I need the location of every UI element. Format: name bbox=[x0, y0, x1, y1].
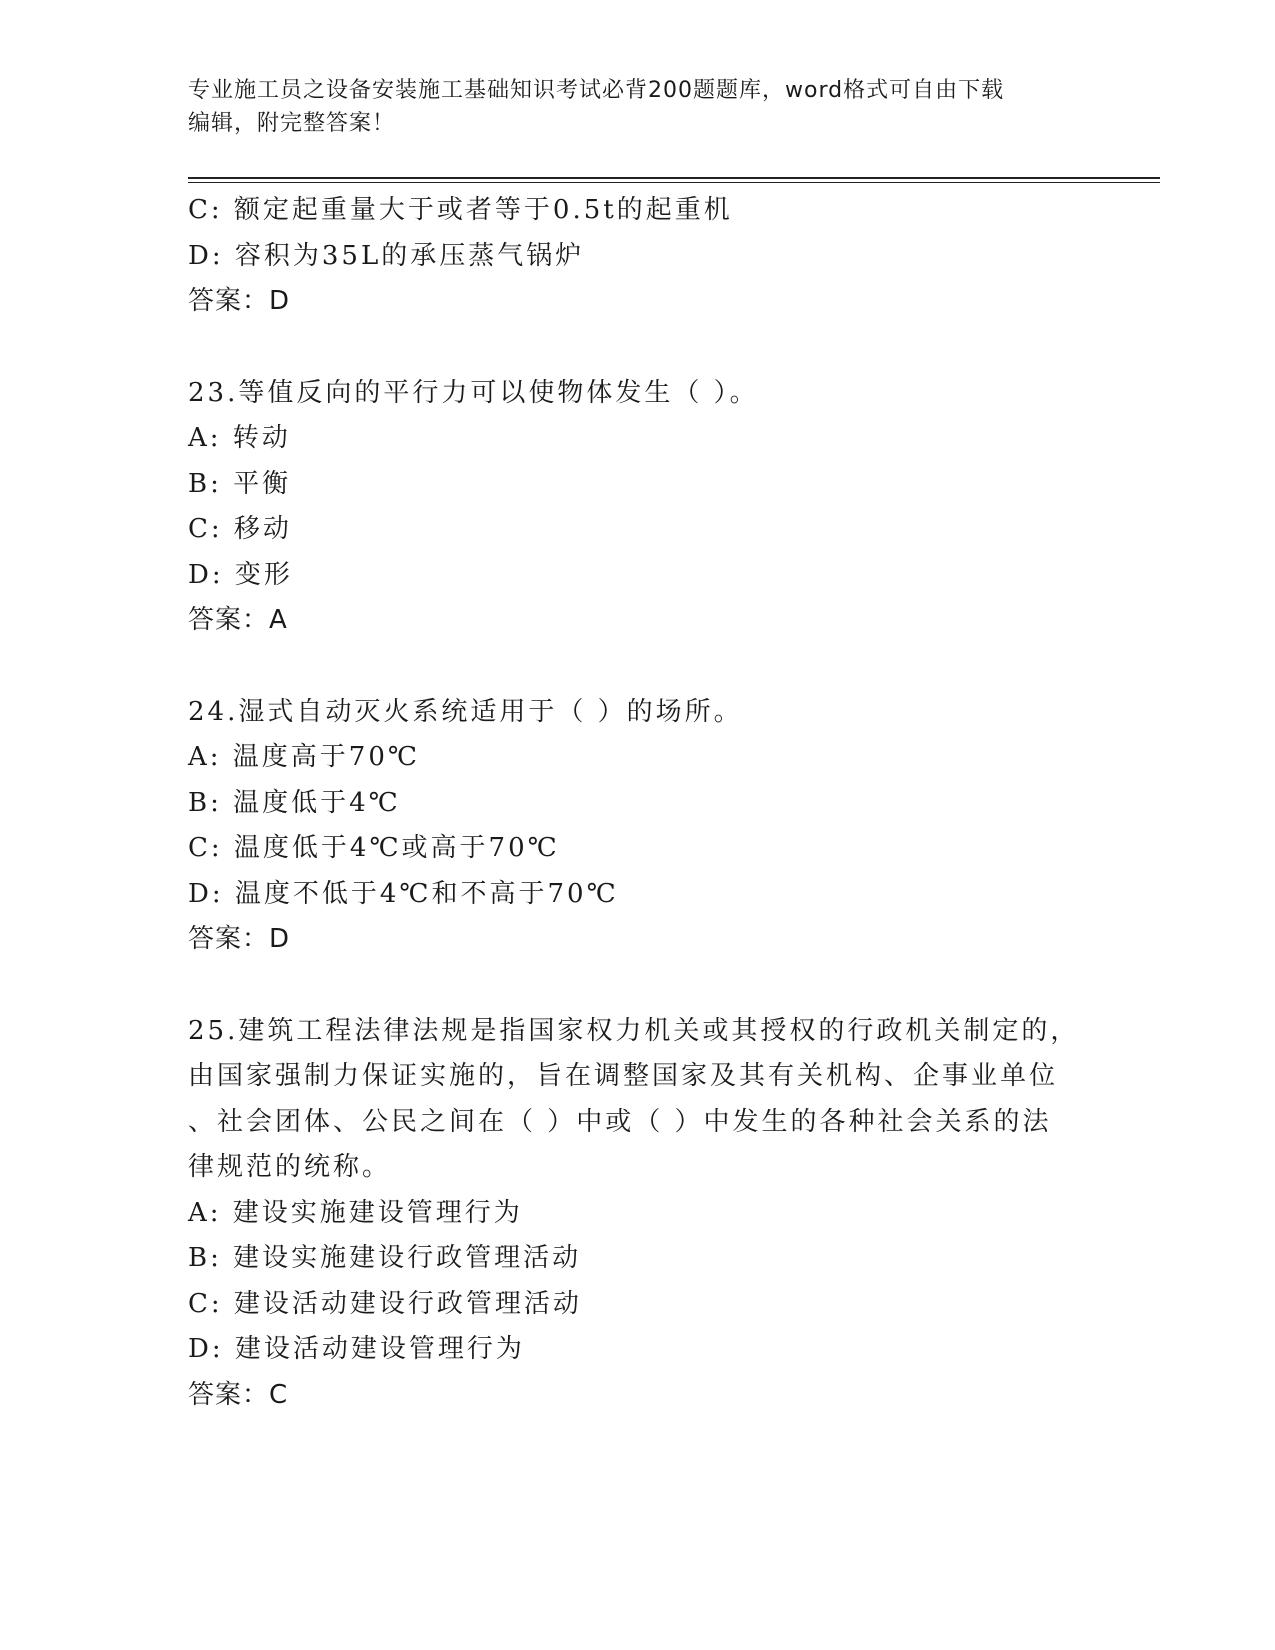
option-a: A: 温度高于70℃ bbox=[188, 742, 420, 772]
option-c: C: 移动 bbox=[188, 514, 292, 544]
question-text: 24.湿式自动灭火系统适用于（ ）的场所。 bbox=[188, 696, 743, 727]
header-title-line-2: 编辑，附完整答案！ bbox=[188, 111, 396, 136]
header-divider-thin bbox=[188, 182, 1160, 183]
question-22 bbox=[188, 188, 1088, 325]
option-c: C: 建设活动建设行政管理活动 bbox=[188, 1288, 582, 1319]
option-b: B: 建设实施建设行政管理活动 bbox=[188, 1243, 582, 1273]
question-text-line: 25.建筑工程法律法规是指国家权力机关或其授权的行政机关制定的， bbox=[188, 1015, 1080, 1046]
question-text-line: 由国家强制力保证实施的，旨在调整国家及其有关机构、企事业单位 bbox=[188, 1061, 1059, 1091]
answer: 答案：A bbox=[188, 605, 288, 635]
question-text: 23.等值反向的平行力可以使物体发生（ ）。 bbox=[188, 377, 759, 408]
answer: 答案：D bbox=[188, 924, 291, 954]
header-title-line-1: 专业施工员之设备安装施工基础知识考试必背200题题库，word格式可自由下载 bbox=[188, 78, 1005, 103]
option-c: C: 额定起重量大于或者等于0.5t的起重机 bbox=[188, 195, 733, 225]
spacer bbox=[188, 644, 1088, 690]
question-23 bbox=[188, 371, 1088, 644]
question-24 bbox=[188, 690, 1088, 963]
question-25 bbox=[188, 1009, 1088, 1419]
answer: 答案：C bbox=[188, 1379, 289, 1410]
option-a: A: 转动 bbox=[188, 423, 291, 453]
option-d: D: 温度不低于4℃和不高于70℃ bbox=[188, 878, 619, 909]
question-list bbox=[188, 188, 1088, 1418]
spacer bbox=[188, 963, 1088, 1009]
option-d: D: 建设活动建设管理行为 bbox=[188, 1334, 525, 1364]
question-text-line: 律规范的统称。 bbox=[188, 1152, 392, 1182]
option-d: D: 容积为35L的承压蒸气锅炉 bbox=[188, 240, 585, 271]
option-a: A: 建设实施建设管理行为 bbox=[188, 1197, 523, 1228]
option-b: B: 平衡 bbox=[188, 468, 292, 499]
spacer bbox=[188, 325, 1088, 371]
question-text-line: 、社会团体、公民之间在（ ）中或（ ）中发生的各种社会关系的法 bbox=[188, 1106, 1052, 1137]
option-c: C: 温度低于4℃或高于70℃ bbox=[188, 833, 560, 863]
header-divider-thick bbox=[188, 177, 1160, 179]
answer: 答案：D bbox=[188, 286, 291, 316]
option-d: D: 变形 bbox=[188, 559, 293, 590]
document-header bbox=[188, 74, 1088, 140]
option-b: B: 温度低于4℃ bbox=[188, 787, 401, 818]
